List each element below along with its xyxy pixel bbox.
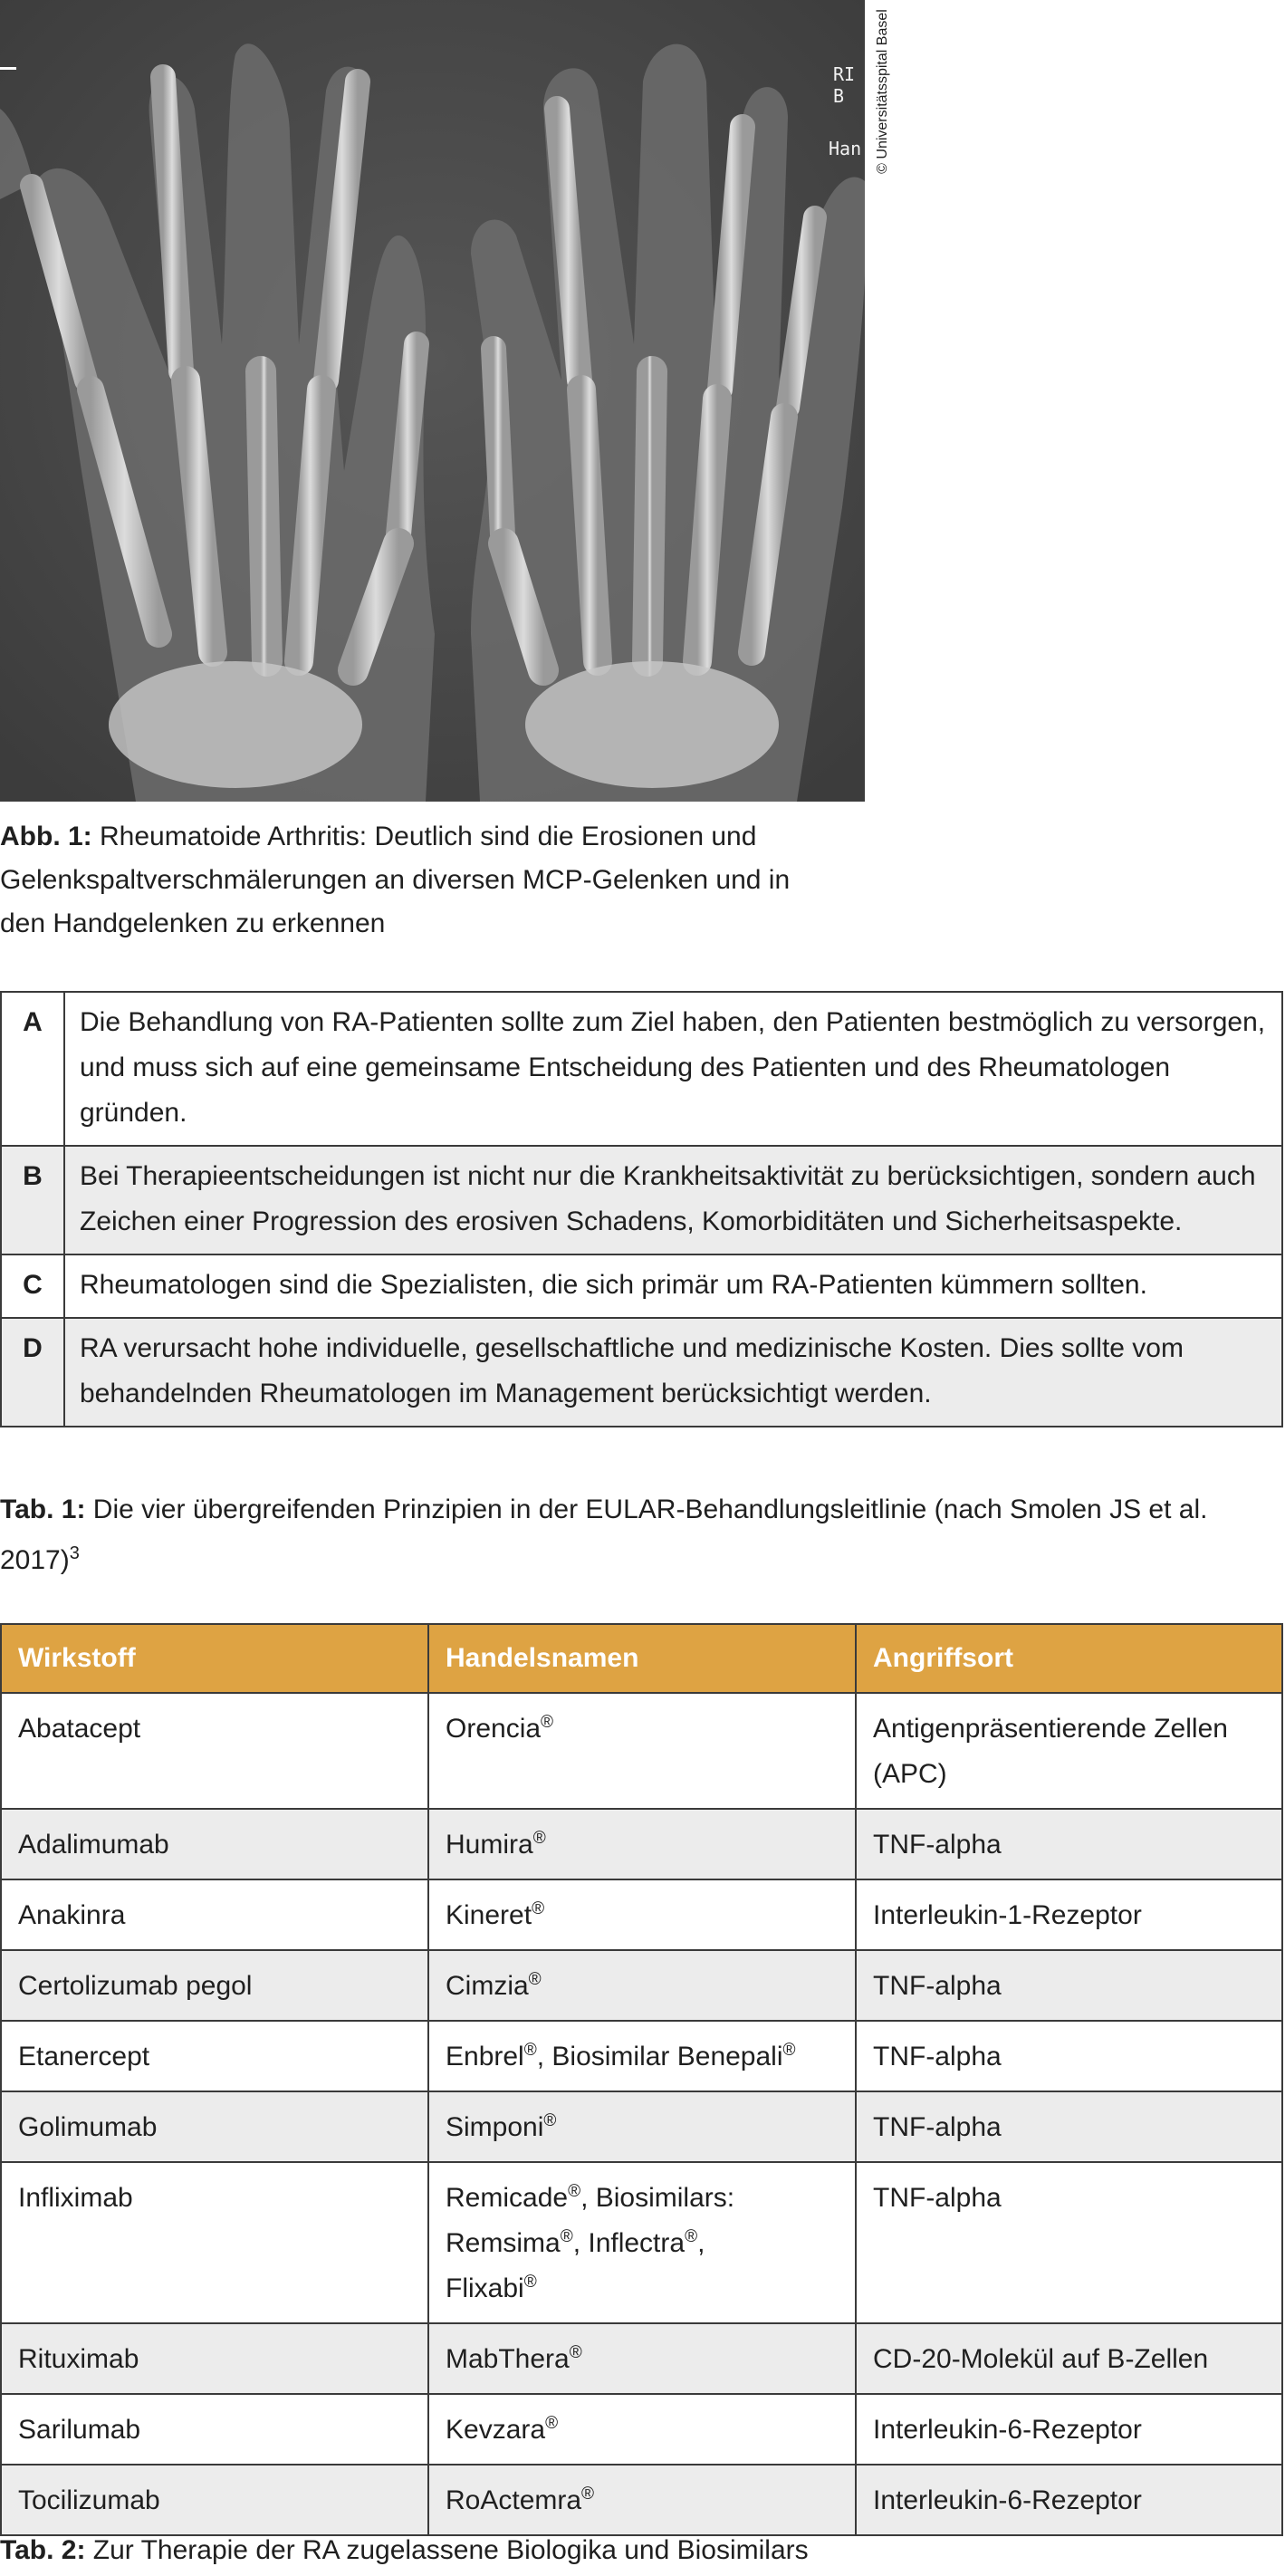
table2-caption [0,2529,1283,2572]
registered-mark: ® [782,2041,796,2060]
drug-name: Golimumab [1,2091,428,2162]
target-site-line: Interleukin-1-Rezeptor [873,1900,1142,1930]
principle-text: Bei Therapieentscheidungen ist nicht nur die Krankheitsaktivität zu berücksichtigen, sondern auch Zeichen einer Progression des erosiven Schadens, Komorbiditäten und Sicherheitsaspekte. [64,1146,1282,1254]
principle-text: Die Behandlung von RA-Patienten sollte zum Ziel haben, den Patienten bestmöglich zu versorgen, und muss sich auf eine gemeinsame Entscheidung des Patienten und des Rheumatologen gründen. [64,992,1282,1146]
target-site-line: TNF-alpha [873,1971,1002,2001]
principle-key: D [1,1318,64,1427]
registered-mark: ® [543,2111,557,2130]
biologics-row [1,1809,1282,1879]
brand-names: RoActemra® [428,2465,856,2535]
registered-mark: ® [545,2414,559,2433]
header-brand-names: Handelsnamen [428,1624,856,1693]
target-site [856,1950,1282,2021]
principle-key: B [1,1146,64,1254]
registered-mark: ® [568,2182,581,2201]
principles-row [1,992,1282,1146]
xray-marker-tick [0,67,16,70]
figure-caption-line-1: Rheumatoide Arthritis: Deutlich sind die Erosionen und [91,822,757,851]
target-site-line: TNF-alpha [873,2183,1002,2213]
principles-row [1,1146,1282,1254]
brand-names: Kineret® [428,1879,856,1950]
figure-caption [0,815,865,946]
target-site [856,2394,1282,2465]
hand-xray-image [0,0,865,802]
drug-name: Certolizumab pegol [1,1950,428,2021]
table1-caption-line-2: 2017) [0,1545,70,1575]
drug-name: Sarilumab [1,2394,428,2465]
registered-mark: ® [685,2227,698,2246]
registered-mark: ® [528,1970,542,1989]
brand-names: Orencia® [428,1693,856,1809]
target-site-line: Interleukin-6-Rezeptor [873,2485,1142,2515]
registered-mark: ® [523,2273,537,2292]
target-site-line: Interleukin-6-Rezeptor [873,2415,1142,2445]
target-site [856,1693,1282,1809]
target-site [856,2091,1282,2162]
principle-text: RA verursacht hohe individuelle, gesellschaftliche und medizinische Kosten. Dies sollte vom behandelnden Rheumatologen im Management berücksichtigt werden. [64,1318,1282,1427]
table1-caption-reference: 3 [69,1543,80,1563]
drug-name: Infliximab [1,2162,428,2323]
table1-caption [0,1488,1283,1582]
copyright-text: © Universitätsspital Basel [875,9,890,174]
registered-mark: ® [581,2485,595,2504]
header-drug: Wirkstoff [1,1624,428,1693]
target-site-line: Antigenpräsentierende Zellen [873,1714,1228,1744]
brand-names: MabThera® [428,2323,856,2394]
xray-overlay-label-2: Han [829,138,862,159]
target-site [856,2465,1282,2535]
table1-caption-line-1: Die vier übergreifenden Prinzipien in der EULAR-Behandlungsleitlinie (nach Smolen JS et al. [85,1495,1208,1524]
principles-table [0,991,1283,1427]
biologics-row [1,2323,1282,2394]
xray-hands-illustration [0,0,865,802]
target-site [856,1879,1282,1950]
target-site-line: (APC) [873,1759,947,1789]
registered-mark: ® [569,2343,582,2362]
figure-caption-line-2: Gelenkspaltverschmälerungen an diversen MCP-Gelenken und in [0,865,791,895]
brand-names: Simponi® [428,2091,856,2162]
target-site [856,2323,1282,2394]
registered-mark: ® [541,1713,554,1732]
figure-caption-line-3: den Handgelenken zu erkennen [0,908,386,938]
drug-name: Rituximab [1,2323,428,2394]
biologics-row [1,2162,1282,2323]
biologics-table [0,1623,1283,2536]
table1-caption-label: Tab. 1: [0,1495,86,1524]
biologics-table-body [1,1693,1282,2535]
drug-name: Anakinra [1,1879,428,1950]
brand-names: Humira® [428,1809,856,1879]
brand-names: Cimzia® [428,1950,856,2021]
brand-names: Remicade®, Biosimilars: Remsima®, Inflectra®, Flixabi® [428,2162,856,2323]
xray-overlay-label-1: RI B [833,63,856,107]
target-site-line: TNF-alpha [873,2112,1002,2142]
copyright-note [871,0,895,186]
target-site-line: TNF-alpha [873,1830,1002,1860]
figure-caption-label: Abb. 1: [0,822,92,851]
table2-caption-text: Zur Therapie der RA zugelassene Biologika und Biosimilars [85,2535,809,2565]
table2-caption-label: Tab. 2: [0,2535,86,2565]
drug-name: Adalimumab [1,1809,428,1879]
biologics-row [1,2465,1282,2535]
biologics-row [1,1879,1282,1950]
brand-names: Kevzara® [428,2394,856,2465]
principle-key: A [1,992,64,1146]
principles-row [1,1318,1282,1427]
registered-mark: ® [523,2041,537,2060]
registered-mark: ® [532,1829,546,1848]
drug-name: Etanercept [1,2021,428,2091]
brand-names: Enbrel®, Biosimilar Benepali® [428,2021,856,2091]
drug-name: Abatacept [1,1693,428,1809]
biologics-row [1,1693,1282,1809]
target-site-line: TNF-alpha [873,2042,1002,2071]
registered-mark: ® [560,2227,573,2246]
principle-text: Rheumatologen sind die Spezialisten, die sich primär um RA-Patienten kümmern sollten. [64,1254,1282,1318]
target-site [856,2021,1282,2091]
biologics-row [1,1950,1282,2021]
drug-name: Tocilizumab [1,2465,428,2535]
target-site [856,2162,1282,2323]
target-site [856,1809,1282,1879]
biologics-row [1,2021,1282,2091]
principle-key: C [1,1254,64,1318]
biologics-row [1,2091,1282,2162]
principles-row [1,1254,1282,1318]
biologics-header-row [1,1624,1282,1693]
biologics-row [1,2394,1282,2465]
header-target: Angriffsort [856,1624,1282,1693]
registered-mark: ® [532,1899,545,1918]
target-site-line: CD-20-Molekül auf B-Zellen [873,2344,1209,2374]
